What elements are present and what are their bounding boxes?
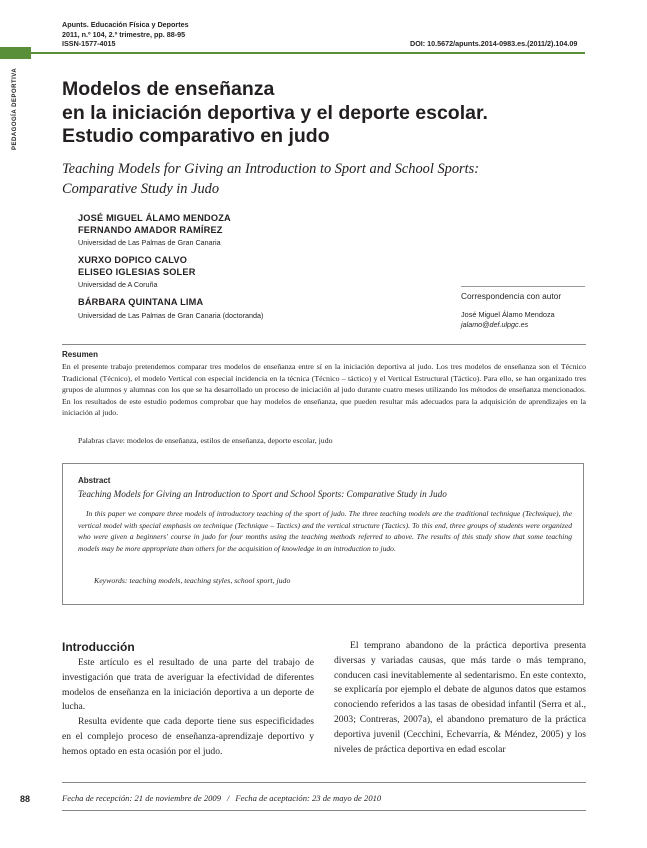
journal-name: Apunts. Educación Física y Deportes bbox=[62, 20, 189, 29]
author-name: BÁRBARA QUINTANA LIMA bbox=[78, 297, 204, 307]
author-affiliation: Universidad de Las Palmas de Gran Canaria bbox=[78, 238, 221, 247]
section-side-label: PEDAGOGÍA DEPORTIVA bbox=[12, 67, 18, 150]
footer-separator: / bbox=[227, 793, 230, 803]
correspondence-label: Correspondencia con autor bbox=[461, 291, 562, 301]
abstract-title: Teaching Models for Giving an Introduction to Sport and School Sports: Comparative Study in Judo bbox=[78, 489, 447, 499]
title-line: Estudio comparativo en judo bbox=[62, 125, 330, 147]
author-name: XURXO DOPICO CALVO bbox=[78, 255, 188, 265]
header-divider bbox=[31, 52, 585, 54]
author-affiliation: Universidad de Las Palmas de Gran Canaria (doctoranda) bbox=[78, 310, 264, 320]
body-column-right bbox=[334, 639, 586, 757]
author-name: FERNANDO AMADOR RAMÍREZ bbox=[78, 224, 223, 235]
page-number: 88 bbox=[20, 794, 31, 804]
subtitle-line: Comparative Study in Judo bbox=[62, 180, 220, 197]
author-name: ELISEO IGLESIAS SOLER bbox=[78, 266, 196, 277]
author-list bbox=[78, 213, 378, 328]
author-name: JOSÉ MIGUEL ÁLAMO MENDOZA bbox=[78, 213, 231, 223]
correspondence-email[interactable]: jalamo@def.ulpgc.es bbox=[461, 320, 529, 329]
journal-issue: 2011, n.º 104, 2.º trimestre, pp. 88-95 bbox=[62, 29, 186, 39]
accepted-date: Fecha de aceptación: 23 de mayo de 2010 bbox=[235, 793, 382, 803]
footer-divider bbox=[62, 782, 586, 783]
footer-dates bbox=[62, 793, 381, 803]
received-date: Fecha de recepción: 21 de noviembre de 2009 bbox=[62, 793, 222, 803]
resumen-keywords: Palabras clave: modelos de enseñanza, estilos de enseñanza, deporte escolar, judo bbox=[78, 436, 333, 445]
author-group bbox=[78, 297, 378, 321]
author-group bbox=[78, 213, 378, 248]
abstract-text: In this paper we compare three models of introductory teaching of the sport of judo. The three teaching models are the traditional technique (Technique), the vertical model with special emphasis on technique (Technique – Tactics) and the vertical structure (Tactics). To this end, three groups of students were organized who were given a beginners' course in judo for four months using the teaching methods referred to above. The results of this study show that some teaching models may be more appropriate than others for the acquisition of knowledge in an introduction to judo. bbox=[78, 509, 572, 553]
article-title bbox=[62, 78, 582, 149]
divider bbox=[62, 344, 586, 345]
resumen-text: En el presente trabajo pretendemos comparar tres modelos de enseñanza entre sí en la iniciación deportiva al judo. Los tres modelos de enseñanza son el Técnico Tradicional (Técnico), el modelo Vertical con especial incidencia en la técnica (Técnico – táctico) y el Vertical Estructural (Táctico). Para ello, se han organizado tres grupos de alumnos y alumnas con los que se ha desarrollado un proceso de iniciación al judo durante cuatro meses utilizando los métodos de enseñanza mencionados. En los resultados de este estudio podemos comprobar que hay modelos de enseñanza, que pueden resultar más adecuados para la adquisición de aprendizajes en la iniciación al judo. bbox=[62, 362, 586, 417]
abstract-keywords: Keywords: teaching models, teaching styles, school sport, judo bbox=[94, 576, 291, 585]
article-doi: DOI: 10.5672/apunts.2014-0983.es.(2011/2).104.09 bbox=[410, 39, 578, 48]
correspondence-block bbox=[461, 286, 585, 330]
body-column-left bbox=[62, 656, 314, 760]
abstract-heading: Abstract bbox=[78, 476, 111, 485]
footer-divider-bottom bbox=[62, 810, 586, 811]
title-line: Modelos de enseñanza bbox=[62, 78, 275, 100]
article-subtitle bbox=[62, 160, 582, 199]
journal-header bbox=[62, 20, 189, 49]
correspondence-name: José Miguel Álamo Mendoza bbox=[461, 310, 555, 319]
journal-issn: ISSN-1577-4015 bbox=[62, 39, 116, 49]
body-paragraph: El temprano abandono de la práctica deportiva presenta diversas y variadas causas, que más tarde o más temprano, conducen casi inevitablemente al sedentarismo. En este contexto, se explicaría por ejemplo el debate de algunos datos que estamos conociendo referidos a las tasas de obesidad infantil (Serra et al., 2003; Contreras, 2007a), el abandono prematuro de la práctica deportiva juvenil (Cecchini, Echevarría, & Méndez, 2005) y los niveles de práctica deportiva en edad escolar bbox=[334, 640, 586, 755]
resumen-heading: Resumen bbox=[62, 350, 99, 359]
subtitle-line: Teaching Models for Giving an Introduction to Sport and School Sports: bbox=[62, 161, 480, 177]
section-heading: Introducción bbox=[62, 640, 135, 654]
author-group bbox=[78, 255, 378, 290]
body-paragraph: Resulta evidente que cada deporte tiene sus especificidades en el complejo proceso de enseñanza-aprendizaje deportivo y hemos optado en esta ocasión por el judo. bbox=[62, 716, 314, 757]
section-color-tab bbox=[0, 47, 31, 59]
title-line: en la iniciación deportiva y el deporte escolar. bbox=[62, 101, 488, 124]
author-affiliation: Universidad de A Coruña bbox=[78, 280, 158, 289]
body-paragraph: Este artículo es el resultado de una parte del trabajo de investigación que trata de averiguar la efectividad de diferentes modelos de enseñanza en la iniciación deportiva a un deporte de lucha. bbox=[62, 657, 314, 713]
